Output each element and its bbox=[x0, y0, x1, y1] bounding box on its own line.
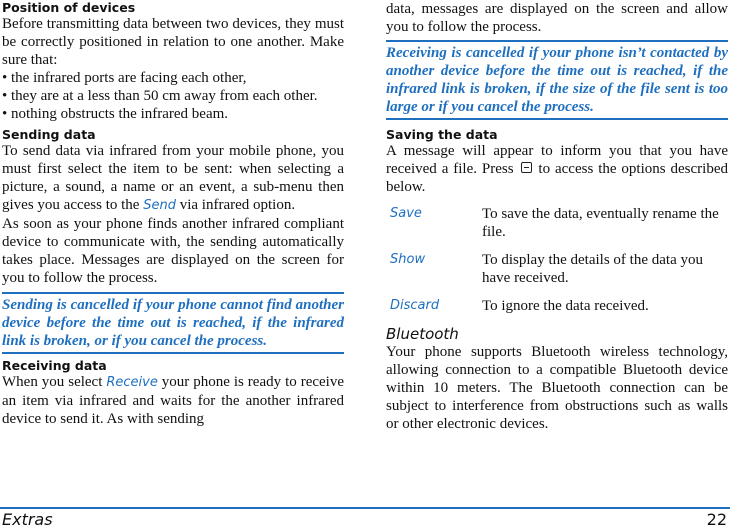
right-column bbox=[386, 0, 728, 433]
paragraph-saving bbox=[386, 142, 728, 196]
heading-sending-data: Sending data bbox=[2, 127, 96, 142]
option-term: Save bbox=[390, 206, 422, 221]
receiving-text: When you select bbox=[2, 374, 107, 390]
option-description: To ignore the data received. bbox=[482, 298, 649, 314]
receive-option-label: Receive bbox=[106, 375, 158, 390]
footer-section-label: Extras bbox=[2, 510, 53, 529]
option-description: To save the data, eventually rename the file. bbox=[482, 206, 719, 240]
paragraph-position: Before transmitting data between two devices, they must be correctly positioned in relation to one another. Make sure that: bbox=[2, 16, 344, 68]
bullet-item: • the infrared ports are facing each other, bbox=[2, 70, 247, 86]
bullet-item: • they are at a less than 50 cm away from each other. bbox=[2, 88, 318, 104]
heading-saving-data: Saving the data bbox=[386, 127, 498, 142]
saving-text: A message will appear to inform you that you have received a file. Press bbox=[386, 143, 728, 177]
paragraph-sending bbox=[2, 142, 344, 215]
heading-bluetooth: Bluetooth bbox=[386, 325, 459, 343]
heading-receiving-data: Receiving data bbox=[2, 358, 107, 373]
paragraph-receiving-continued: data, messages are displayed on the screen and allow you to follow the process. bbox=[386, 1, 728, 35]
note-bottom-rule bbox=[2, 352, 344, 354]
option-term: Show bbox=[390, 252, 426, 267]
bullet-item: • nothing obstructs the infrared beam. bbox=[2, 106, 229, 122]
paragraph-bluetooth: Your phone supports Bluetooth wireless technology, allowing connection to a compatible Bluetooth device within 10 meters. The Bluetooth connection can be subject to interference from obstructions such as walls or other electronic devices. bbox=[386, 344, 728, 432]
option-term: Discard bbox=[390, 298, 440, 313]
sending-text-end: via infrared option. bbox=[175, 197, 296, 213]
page-number: 22 bbox=[706, 510, 727, 529]
option-row-show bbox=[386, 251, 728, 287]
option-row-save bbox=[386, 205, 728, 241]
note-sending-cancelled: Sending is cancelled if your phone cannot find another device before the time out is reached, if the infrared link is broken, or if you cancel the process. bbox=[2, 297, 344, 349]
send-option-label: Send bbox=[143, 198, 176, 213]
left-column bbox=[2, 0, 344, 428]
heading-position-of-devices: Position of devices bbox=[2, 0, 136, 15]
note-receiving-cancelled: Receiving is cancelled if your phone isn’t contacted by another device before the time out is reached, if the infrared link is broken, if the size of the file sent is too large or if you cancel the process. bbox=[386, 45, 728, 115]
sending-text: To send data via infrared from your mobile phone, you must first select the item to be sent: when selecting a picture, a sound, a name or an event, a sub-menu then gives you access to the bbox=[2, 143, 344, 213]
saving-text-end: to access the options described below. bbox=[386, 161, 728, 195]
option-description: To display the details of the data you have received. bbox=[482, 252, 703, 286]
footer-rule bbox=[0, 507, 730, 509]
paragraph-sending-process: As soon as your phone finds another infrared compliant device to communicate with, the sending automatically takes place. Messages are displayed on the screen for you to follow the process. bbox=[2, 216, 344, 286]
option-row-discard bbox=[386, 297, 728, 315]
note-bottom-rule bbox=[386, 118, 728, 120]
paragraph-receiving bbox=[2, 373, 344, 428]
receiving-text-end: your phone is ready to receive an item via infrared and waits for the another infrared device to send it. As with sending bbox=[2, 374, 344, 427]
ok-key-icon bbox=[521, 162, 532, 173]
